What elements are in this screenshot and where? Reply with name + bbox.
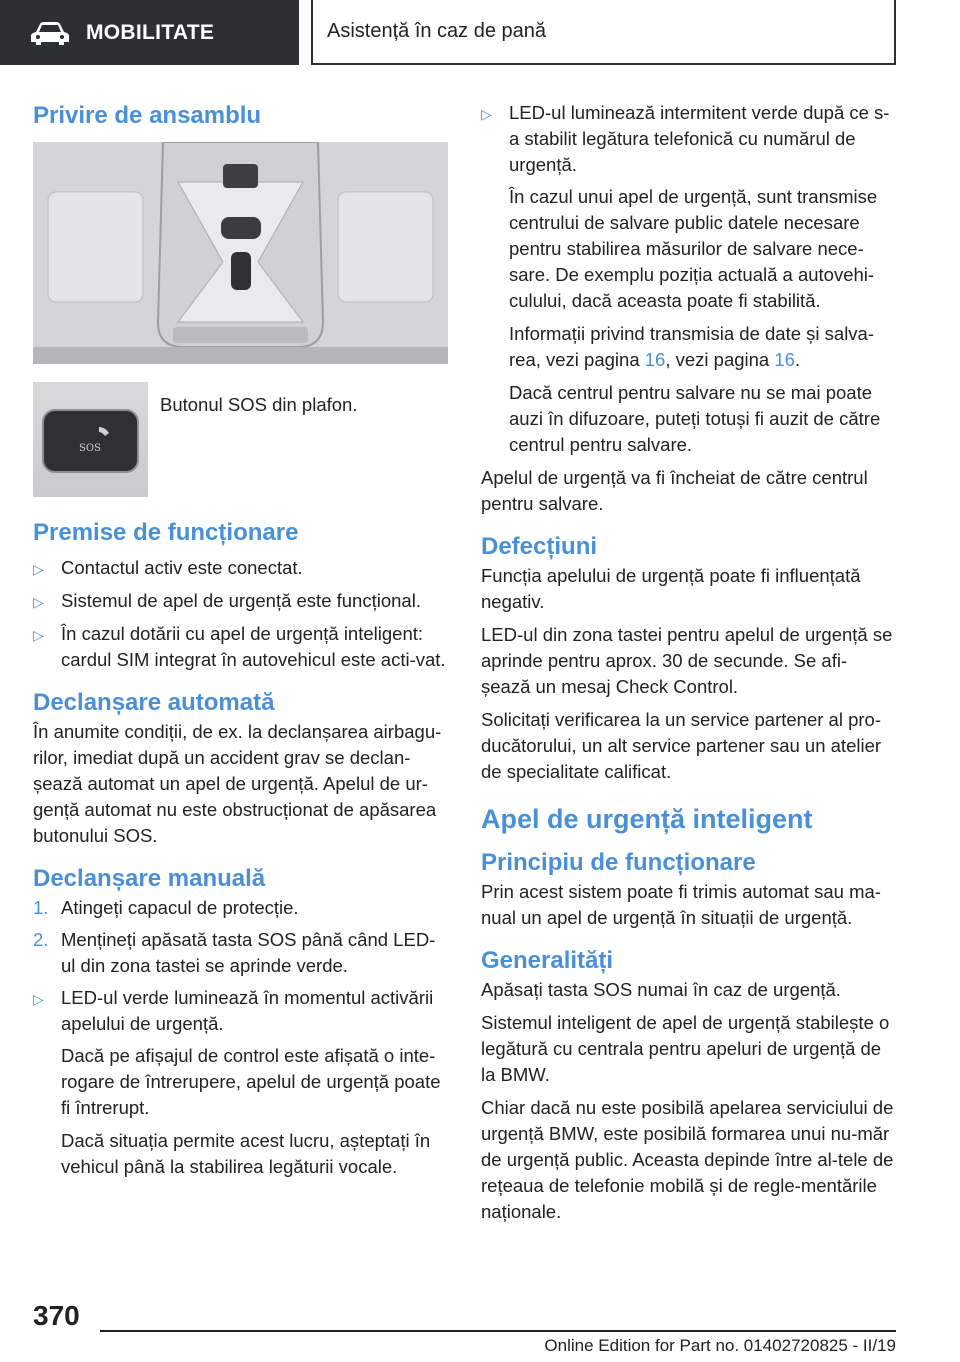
sos-caption: Butonul SOS din plafon. (160, 394, 358, 415)
edition-text: Online Edition for Part no. 01402720825 - II/19 (544, 1336, 896, 1355)
triangle-bullet-icon: ▷ (33, 561, 44, 577)
smart-call-heading: Apel de urgență inteligent (481, 804, 813, 834)
blink-subtext: În cazul unui apel de urgență, sunt transmise centrului de salvare public datele necesare pentru stabilirea măsurilor de salvare nece-sare. De exemplu poziția actuală a autovehi-culului, dacă aceasta poate fi stabilită. (509, 186, 878, 311)
step-item: 1. Atingeți capacul de protecție. (33, 897, 299, 918)
general-heading: Generalități (481, 947, 614, 974)
list-item: ▷ LED-ul luminează intermitent verde după ce s-a stabilit legătura telefonică cu numărul de urgență. (481, 100, 896, 178)
general-text: Apăsați tasta SOS numai în caz de urgență. (481, 979, 841, 1000)
defects-text: Solicitați verificarea la un service partener al pro-ducătorului, un alt service partener sau un atelier de specialitate calificat. (481, 709, 882, 782)
auto-trigger-text: În anumite condiții, de ex. la declanșarea airbagu-rilor, imediat după un accident grav se declan-șează automat un apel de urgență. Apelul de ur-gență automat nu este obstrucționat de apăsarea butonului SOS. (33, 721, 442, 846)
led-subtext: Dacă pe afișajul de control este afișată o inte-rogare de întrerupere, apelul de urgență poate fi întrerupt. (61, 1045, 441, 1118)
manual-trigger-heading: Declanșare manuală (33, 865, 266, 892)
list-item: ▷ În cazul dotării cu apel de urgență inteligent: cardul SIM integrat în autovehicul este acti-vat. (33, 621, 448, 673)
right-column (481, 100, 896, 1232)
page-link[interactable]: 16 (644, 349, 666, 370)
chapter-title: Asistență în caz de pană (327, 20, 547, 42)
left-column (33, 100, 448, 1187)
sos-button-illustration (33, 382, 148, 497)
car-icon (30, 20, 70, 46)
triangle-bullet-icon: ▷ (33, 594, 44, 610)
section-title: MOBILITATE (86, 20, 215, 44)
blink-subtext: Dacă centrul pentru salvare nu se mai poate auzi în difuzoare, puteți totuși fi auzit de către centrul pentru salvare. (509, 382, 881, 455)
general-text: Chiar dacă nu este posibilă apelarea serviciului de urgență BMW, este posibilă formarea unui nu-măr de urgență public. Aceasta depinde între al-tele de rețeaua de telefonie mobilă și de regle-mentările naționale. (481, 1097, 894, 1222)
general-text: Sistemul inteligent de apel de urgență stabilește o legătură cu centrala pentru apeluri de urgență de la BMW. (481, 1012, 890, 1085)
overview-heading: Privire de ansamblu (33, 102, 262, 129)
defects-heading: Defecțiuni (481, 533, 598, 560)
page-number: 370 (33, 1300, 80, 1331)
auto-trigger-heading: Declanșare automată (33, 689, 275, 716)
list-item: ▷ Sistemul de apel de urgență este funcțional. (33, 588, 448, 615)
ceiling-console-photo (33, 142, 448, 364)
call-end-text: Apelul de urgență va fi încheiat de către centrul pentru salvare. (481, 467, 868, 514)
sos-label: SOS (79, 443, 101, 454)
triangle-bullet-icon: ▷ (481, 106, 492, 122)
section-tab (0, 0, 299, 65)
defects-text: Funcția apelului de urgență poate fi influențată negativ. (481, 565, 861, 612)
page-link[interactable]: 16 (774, 349, 795, 370)
ceiling-console-illustration (33, 142, 448, 364)
list-item: ▷ LED-ul verde luminează în momentul activării apelului de urgență. (33, 985, 448, 1037)
principle-heading: Principiu de funcționare (481, 849, 756, 876)
footer-divider (100, 1330, 896, 1332)
defects-text: LED-ul din zona tastei pentru apelul de urgență se aprinde pentru aprox. 30 de secunde. Se afi-șează un mesaj Check Control. (481, 624, 893, 697)
principle-text: Prin acest sistem poate fi trimis automat sau ma-nual un apel de urgență în situații de urgență. (481, 881, 881, 928)
sos-button-photo (33, 382, 148, 497)
premise-heading: Premise de funcționare (33, 519, 299, 546)
chapter-tab (311, 0, 896, 65)
blink-subtext: Informații privind transmisia de date și salva-rea, vezi pagina 16, vezi pagina 16. (509, 323, 875, 370)
led-subtext: Dacă situația permite acest lucru, așteptați în vehicul până la stabilirea legăturii vocale. (61, 1130, 431, 1177)
step-item: 2. Mențineți apăsată tasta SOS până când LED-ul din zona tastei se aprinde verde. (33, 929, 436, 976)
triangle-bullet-icon: ▷ (33, 627, 44, 643)
triangle-bullet-icon: ▷ (33, 991, 44, 1007)
list-item: ▷ Contactul activ este conectat. (33, 555, 448, 582)
sos-figure (33, 382, 448, 497)
